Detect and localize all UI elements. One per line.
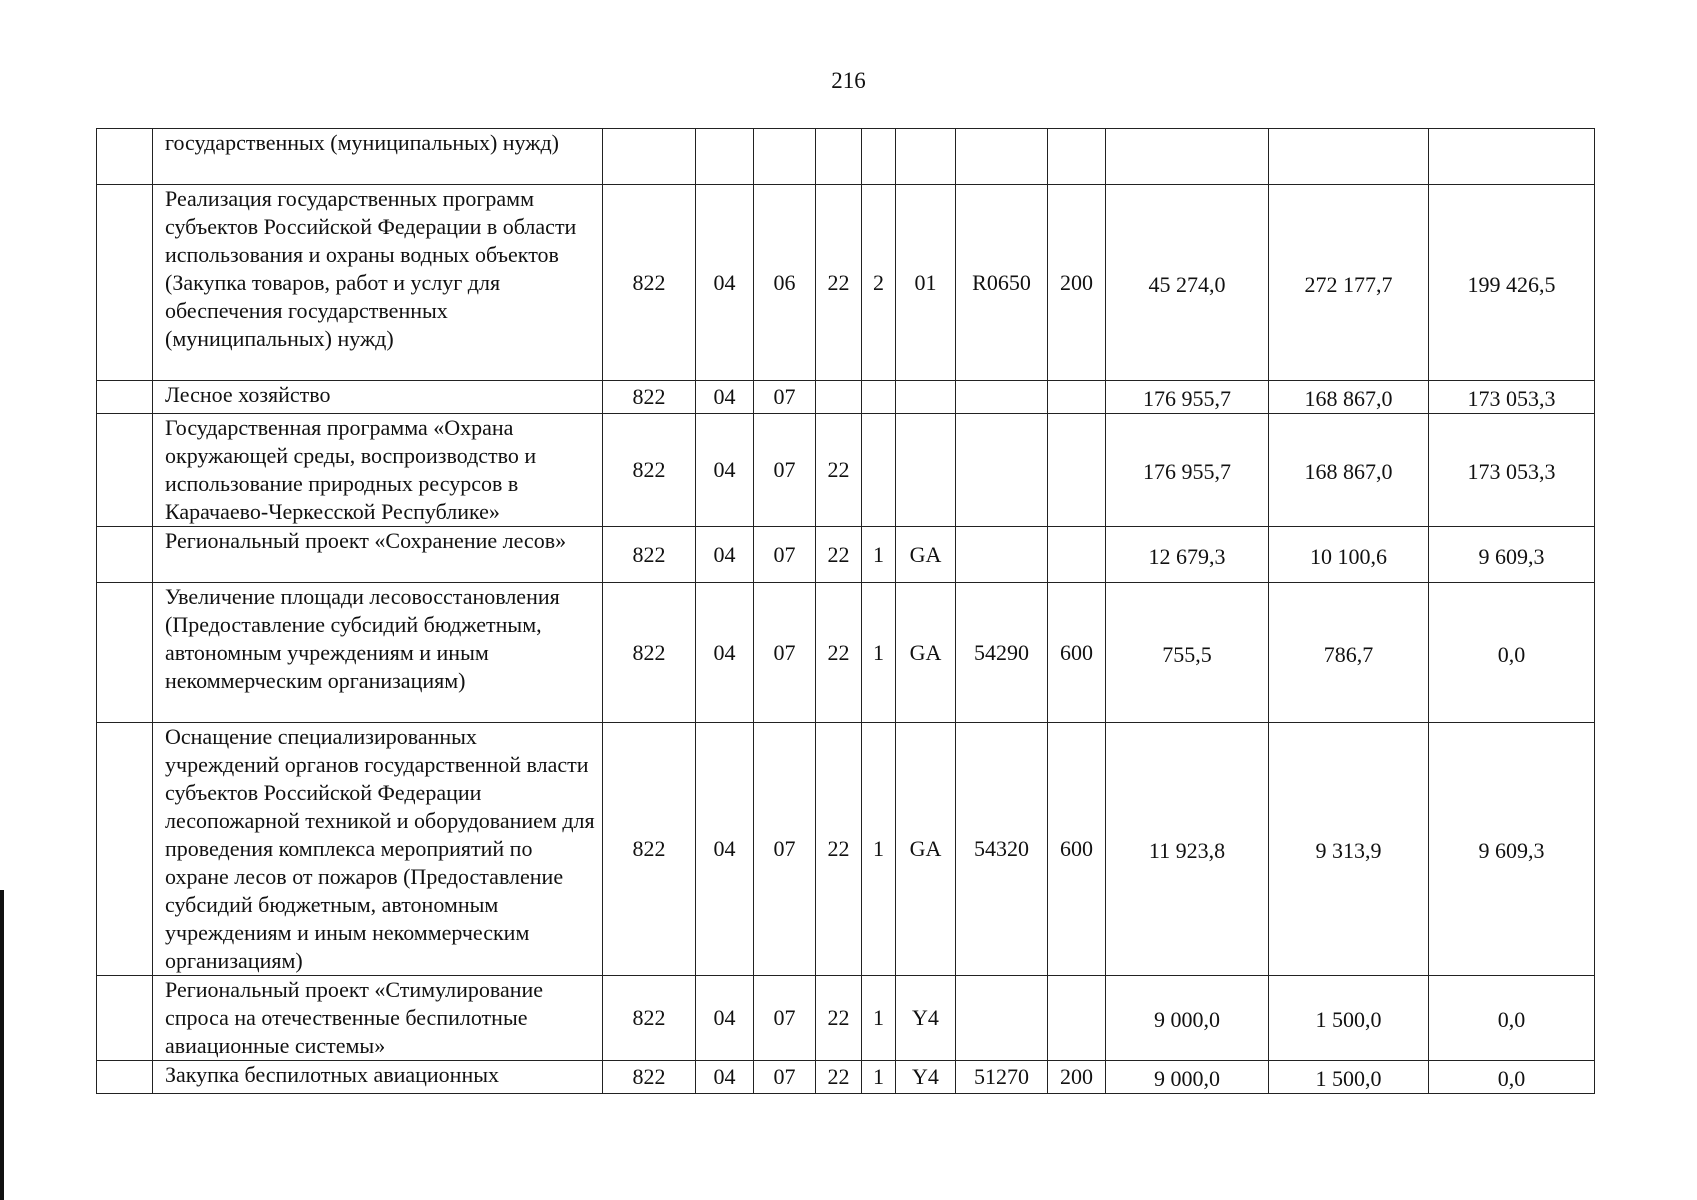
subsection-code: 07 xyxy=(754,527,816,583)
blank-cell xyxy=(97,185,153,381)
expense-type-code: 200 xyxy=(1048,1061,1106,1094)
subprogram-code xyxy=(862,129,896,185)
budget-table xyxy=(96,128,1595,1094)
row-description: Региональный проект «Сохранение лесов» xyxy=(153,527,603,583)
direction-code xyxy=(956,527,1048,583)
row-description: Оснащение специализированных учреждений органов государственной власти субъектов Российской Федерации лесопожарной техникой и оборудованием для проведения комплекса мероприятий по охране лесов от пожаров (Предоставление субсидий бюджетным, автономным учреждениям и иным некоммерческим организациям) xyxy=(153,723,603,976)
amount-year-1: 11 923,8 xyxy=(1106,723,1269,976)
amount-year-2: 1 500,0 xyxy=(1269,976,1429,1061)
subsection-code: 07 xyxy=(754,381,816,414)
admin-code: 822 xyxy=(603,583,696,723)
section-code: 04 xyxy=(696,185,754,381)
subprogram-code xyxy=(862,381,896,414)
direction-code: R0650 xyxy=(956,185,1048,381)
admin-code: 822 xyxy=(603,976,696,1061)
amount-year-1: 45 274,0 xyxy=(1106,185,1269,381)
direction-code xyxy=(956,976,1048,1061)
subsection-code: 07 xyxy=(754,414,816,527)
blank-cell xyxy=(97,976,153,1061)
direction-code xyxy=(956,414,1048,527)
amount-year-3: 0,0 xyxy=(1429,976,1595,1061)
table-row xyxy=(97,185,1595,381)
admin-code: 822 xyxy=(603,723,696,976)
expense-type-code xyxy=(1048,381,1106,414)
table-row xyxy=(97,414,1595,527)
table-row xyxy=(97,723,1595,976)
subprogram-code: 1 xyxy=(862,527,896,583)
blank-cell xyxy=(97,723,153,976)
amount-year-3: 173 053,3 xyxy=(1429,414,1595,527)
amount-year-2: 9 313,9 xyxy=(1269,723,1429,976)
subprogram-code: 1 xyxy=(862,1061,896,1094)
amount-year-1: 176 955,7 xyxy=(1106,414,1269,527)
project-code: Y4 xyxy=(896,976,956,1061)
section-code: 04 xyxy=(696,1061,754,1094)
subsection-code: 07 xyxy=(754,723,816,976)
section-code: 04 xyxy=(696,723,754,976)
blank-cell xyxy=(97,414,153,527)
table-row xyxy=(97,129,1595,185)
subprogram-code: 1 xyxy=(862,583,896,723)
project-code: Y4 xyxy=(896,1061,956,1094)
row-description: Реализация государственных программ субъектов Российской Федерации в области использования и охраны водных объектов (Закупка товаров, работ и услуг для обеспечения государственных (муниципальных) нужд) xyxy=(153,185,603,381)
amount-year-3 xyxy=(1429,129,1595,185)
subsection-code: 06 xyxy=(754,185,816,381)
section-code: 04 xyxy=(696,976,754,1061)
subprogram-code: 2 xyxy=(862,185,896,381)
project-code: GA xyxy=(896,583,956,723)
program-code: 22 xyxy=(816,527,862,583)
admin-code: 822 xyxy=(603,1061,696,1094)
section-code: 04 xyxy=(696,583,754,723)
project-code xyxy=(896,129,956,185)
table-row xyxy=(97,381,1595,414)
expense-type-code xyxy=(1048,129,1106,185)
amount-year-2: 168 867,0 xyxy=(1269,414,1429,527)
row-description: Государственная программа «Охрана окружающей среды, воспроизводство и использование природных ресурсов в Карачаево-Черкесской Республике» xyxy=(153,414,603,527)
amount-year-1 xyxy=(1106,129,1269,185)
project-code xyxy=(896,381,956,414)
blank-cell xyxy=(97,1061,153,1094)
admin-code: 822 xyxy=(603,414,696,527)
admin-code: 822 xyxy=(603,381,696,414)
blank-cell xyxy=(97,583,153,723)
amount-year-3: 9 609,3 xyxy=(1429,527,1595,583)
project-code: GA xyxy=(896,723,956,976)
program-code: 22 xyxy=(816,185,862,381)
amount-year-2: 10 100,6 xyxy=(1269,527,1429,583)
blank-cell xyxy=(97,527,153,583)
admin-code: 822 xyxy=(603,527,696,583)
amount-year-2: 1 500,0 xyxy=(1269,1061,1429,1094)
subprogram-code xyxy=(862,414,896,527)
blank-cell xyxy=(97,381,153,414)
expense-type-code xyxy=(1048,976,1106,1061)
program-code xyxy=(816,129,862,185)
amount-year-3: 0,0 xyxy=(1429,583,1595,723)
amount-year-2: 168 867,0 xyxy=(1269,381,1429,414)
scan-edge-mark xyxy=(0,890,4,1200)
amount-year-1: 755,5 xyxy=(1106,583,1269,723)
page-number: 216 xyxy=(831,68,866,93)
expense-type-code: 600 xyxy=(1048,723,1106,976)
program-code: 22 xyxy=(816,723,862,976)
direction-code: 51270 xyxy=(956,1061,1048,1094)
project-code: 01 xyxy=(896,185,956,381)
subprogram-code: 1 xyxy=(862,976,896,1061)
section-code: 04 xyxy=(696,414,754,527)
row-description: государственных (муниципальных) нужд) xyxy=(153,129,603,185)
amount-year-2: 272 177,7 xyxy=(1269,185,1429,381)
admin-code xyxy=(603,129,696,185)
admin-code: 822 xyxy=(603,185,696,381)
amount-year-1: 12 679,3 xyxy=(1106,527,1269,583)
subsection-code: 07 xyxy=(754,583,816,723)
table-row xyxy=(97,527,1595,583)
amount-year-2 xyxy=(1269,129,1429,185)
section-code: 04 xyxy=(696,527,754,583)
direction-code: 54320 xyxy=(956,723,1048,976)
amount-year-3: 0,0 xyxy=(1429,1061,1595,1094)
amount-year-1: 176 955,7 xyxy=(1106,381,1269,414)
program-code: 22 xyxy=(816,1061,862,1094)
subprogram-code: 1 xyxy=(862,723,896,976)
project-code xyxy=(896,414,956,527)
amount-year-3: 9 609,3 xyxy=(1429,723,1595,976)
row-description: Лесное хозяйство xyxy=(153,381,603,414)
program-code: 22 xyxy=(816,976,862,1061)
section-code xyxy=(696,129,754,185)
direction-code xyxy=(956,129,1048,185)
table-row xyxy=(97,583,1595,723)
direction-code: 54290 xyxy=(956,583,1048,723)
amount-year-1: 9 000,0 xyxy=(1106,1061,1269,1094)
program-code xyxy=(816,381,862,414)
table-row xyxy=(97,976,1595,1061)
subsection-code: 07 xyxy=(754,976,816,1061)
amount-year-3: 199 426,5 xyxy=(1429,185,1595,381)
expense-type-code xyxy=(1048,527,1106,583)
expense-type-code: 600 xyxy=(1048,583,1106,723)
section-code: 04 xyxy=(696,381,754,414)
project-code: GA xyxy=(896,527,956,583)
program-code: 22 xyxy=(816,583,862,723)
row-description: Закупка беспилотных авиационных xyxy=(153,1061,603,1094)
amount-year-3: 173 053,3 xyxy=(1429,381,1595,414)
expense-type-code: 200 xyxy=(1048,185,1106,381)
subsection-code: 07 xyxy=(754,1061,816,1094)
row-description: Региональный проект «Стимулирование спроса на отечественные беспилотные авиационные системы» xyxy=(153,976,603,1061)
amount-year-1: 9 000,0 xyxy=(1106,976,1269,1061)
blank-cell xyxy=(97,129,153,185)
table-row xyxy=(97,1061,1595,1094)
program-code: 22 xyxy=(816,414,862,527)
direction-code xyxy=(956,381,1048,414)
subsection-code xyxy=(754,129,816,185)
row-description: Увеличение площади лесовосстановления (Предоставление субсидий бюджетным, автономным учреждениям и иным некоммерческим организациям) xyxy=(153,583,603,723)
expense-type-code xyxy=(1048,414,1106,527)
amount-year-2: 786,7 xyxy=(1269,583,1429,723)
